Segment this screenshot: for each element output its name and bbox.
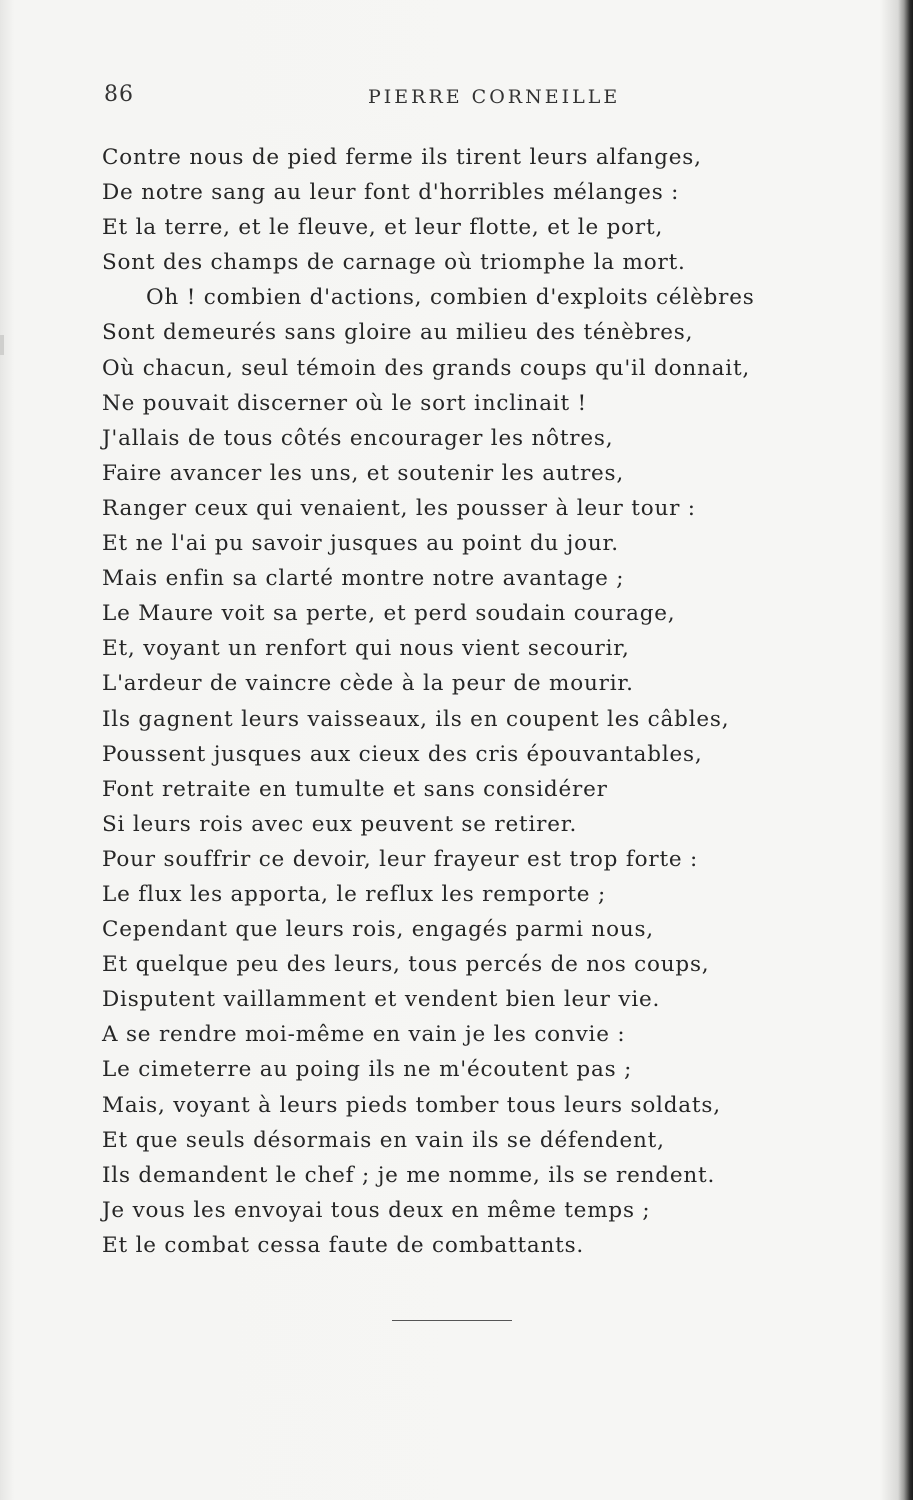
verse-line: Sont des champs de carnage où triomphe la mort. xyxy=(102,250,686,276)
verse-line: Pour souffrir ce devoir, leur frayeur est trop forte : xyxy=(102,846,699,872)
verse-line: Où chacun, seul témoin des grands coups qu'il donnait, xyxy=(102,355,751,381)
verse-line: Le Maure voit sa perte, et perd soudain courage, xyxy=(102,601,676,627)
verse-line: Et, voyant un renfort qui nous vient secourir, xyxy=(102,636,630,662)
verse-line: J'allais de tous côtés encourager les nôtres, xyxy=(102,425,614,451)
verse-line: Si leurs rois avec eux peuvent se retirer. xyxy=(102,811,578,837)
verse-line: L'ardeur de vaincre cède à la peur de mourir. xyxy=(102,671,634,697)
verse-line: Sont demeurés sans gloire au milieu des ténèbres, xyxy=(102,320,694,346)
verse-line: Ranger ceux qui venaient, les pousser à leur tour : xyxy=(102,495,696,521)
verse-line: Ils demandent le chef ; je me nomme, ils se rendent. xyxy=(102,1162,716,1188)
closing-rule xyxy=(392,1320,512,1321)
verse-line: De notre sang au leur font d'horribles mélanges : xyxy=(102,180,680,206)
verse-line: Faire avancer les uns, et soutenir les autres, xyxy=(102,460,625,486)
verse-line: Ils gagnent leurs vaisseaux, ils en coupent les câbles, xyxy=(102,706,730,732)
verse-line: Et que seuls désormais en vain ils se défendent, xyxy=(102,1127,665,1153)
verse-line: Mais, voyant à leurs pieds tomber tous leurs soldats, xyxy=(102,1092,721,1118)
verse-line: Poussent jusques aux cieux des cris épouvantables, xyxy=(102,741,703,767)
verse-line: A se rendre moi-même en vain je les convie : xyxy=(102,1022,626,1048)
verse-line: Oh ! combien d'actions, combien d'exploits célèbres xyxy=(146,285,755,311)
verse-line: Et le combat cessa faute de combattants. xyxy=(102,1232,585,1258)
poem-text xyxy=(102,140,882,1263)
verse-line: Le flux les apporta, le reflux les remporte ; xyxy=(102,881,606,907)
verse-line: Font retraite en tumulte et sans considérer xyxy=(102,776,608,802)
verse-line: Le cimeterre au poing ils ne m'écoutent pas ; xyxy=(102,1057,633,1083)
verse-line: Et ne l'ai pu savoir jusques au point du jour. xyxy=(102,531,619,557)
running-title: PIERRE CORNEILLE xyxy=(368,86,621,108)
verse-line: Cependant que leurs rois, engagés parmi nous, xyxy=(102,917,654,943)
verse-line: Disputent vaillamment et vendent bien leur vie. xyxy=(102,987,661,1013)
verse-line: Contre nous de pied ferme ils tirent leurs alfanges, xyxy=(102,145,702,170)
page-edge-mark xyxy=(0,335,4,355)
verse-line: Et la terre, et le fleuve, et leur flotte, et le port, xyxy=(102,215,664,241)
verse-line: Ne pouvait discerner où le sort inclinait ! xyxy=(102,390,587,416)
verse-line: Mais enfin sa clarté montre notre avantage ; xyxy=(102,566,625,592)
page-number: 86 xyxy=(104,82,134,107)
verse-line: Et quelque peu des leurs, tous percés de nos coups, xyxy=(102,952,710,978)
verse-line: Je vous les envoyai tous deux en même temps ; xyxy=(102,1197,651,1223)
